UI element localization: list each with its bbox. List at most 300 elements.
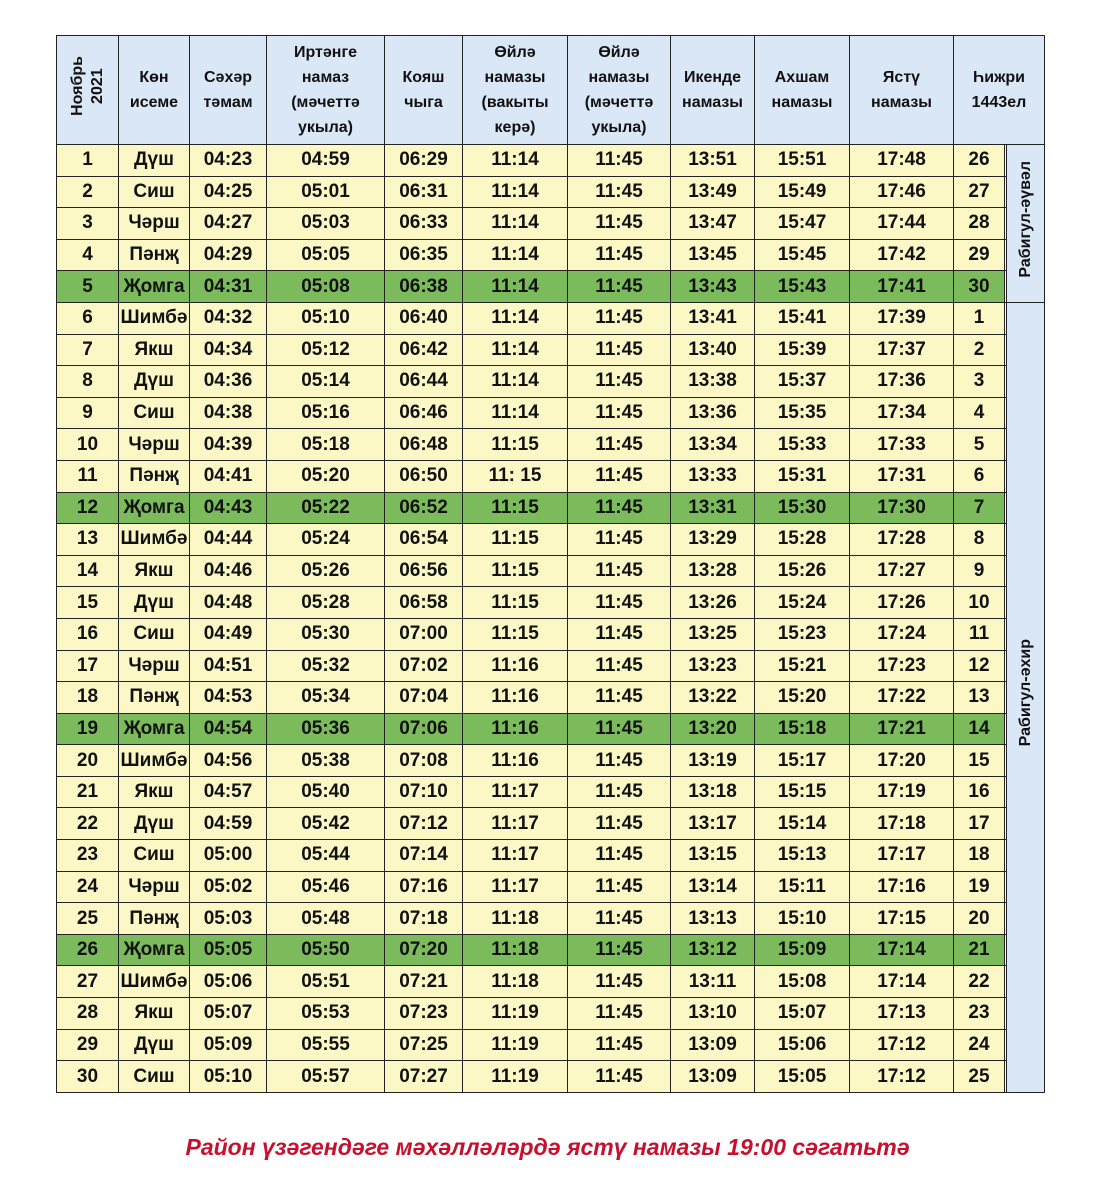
fajr-time: 05:55 <box>267 1029 385 1061</box>
maghrib-time: 15:05 <box>755 1061 850 1093</box>
dhuhr-mosque-time: 11:45 <box>568 682 671 714</box>
hijri-day: 17 <box>954 808 1005 840</box>
day-name: Сиш <box>119 840 190 872</box>
day-number: 27 <box>57 966 119 998</box>
day-name: Дүш <box>119 145 190 177</box>
asr-time: 13:40 <box>671 334 755 366</box>
hijri-day: 18 <box>954 840 1005 872</box>
dhuhr-time: 11:15 <box>463 587 568 619</box>
day-name: Якш <box>119 555 190 587</box>
day-name: Якш <box>119 776 190 808</box>
sunrise-time: 07:18 <box>385 903 463 935</box>
dhuhr-mosque-time: 11:45 <box>568 239 671 271</box>
day-number: 4 <box>57 239 119 271</box>
sunrise-time: 07:10 <box>385 776 463 808</box>
fajr-time: 05:44 <box>267 840 385 872</box>
day-name: Дүш <box>119 808 190 840</box>
column-gap <box>1005 524 1007 556</box>
isha-time: 17:15 <box>850 903 954 935</box>
dhuhr-mosque-time: 11:45 <box>568 492 671 524</box>
sunrise-time: 06:56 <box>385 555 463 587</box>
isha-time: 17:12 <box>850 1061 954 1093</box>
column-gap <box>1005 808 1007 840</box>
dhuhr-mosque-time: 11:45 <box>568 808 671 840</box>
maghrib-time: 15:17 <box>755 745 850 777</box>
sunrise-time: 07:25 <box>385 1029 463 1061</box>
hijri-day: 15 <box>954 745 1005 777</box>
isha-time: 17:20 <box>850 745 954 777</box>
table-row <box>57 903 1045 935</box>
dhuhr-mosque-time: 11:45 <box>568 587 671 619</box>
fajr-time: 05:48 <box>267 903 385 935</box>
maghrib-time: 15:15 <box>755 776 850 808</box>
header-dhuhr-time: Өйлә намазы (вакыты керә) <box>463 36 568 145</box>
dhuhr-mosque-time: 11:45 <box>568 302 671 334</box>
header-dhuhr-mosque: Өйлә намазы (мәчеттә укыла) <box>568 36 671 145</box>
day-name: Дүш <box>119 366 190 398</box>
asr-time: 13:47 <box>671 208 755 240</box>
hijri-day: 25 <box>954 1061 1005 1093</box>
day-number: 24 <box>57 871 119 903</box>
table-row <box>57 998 1045 1030</box>
hijri-day: 14 <box>954 713 1005 745</box>
day-name: Җомга <box>119 492 190 524</box>
sunrise-time: 06:58 <box>385 587 463 619</box>
maghrib-time: 15:39 <box>755 334 850 366</box>
maghrib-time: 15:14 <box>755 808 850 840</box>
hijri-day: 23 <box>954 998 1005 1030</box>
day-number: 1 <box>57 145 119 177</box>
table-row <box>57 1061 1045 1093</box>
day-name: Җомга <box>119 934 190 966</box>
suhoor-time: 05:05 <box>190 934 267 966</box>
dhuhr-mosque-time: 11:45 <box>568 998 671 1030</box>
hijri-day: 12 <box>954 650 1005 682</box>
day-name: Сиш <box>119 618 190 650</box>
isha-time: 17:21 <box>850 713 954 745</box>
suhoor-time: 05:00 <box>190 840 267 872</box>
table-row <box>57 366 1045 398</box>
column-gap <box>1005 934 1007 966</box>
dhuhr-mosque-time: 11:45 <box>568 1029 671 1061</box>
table-row <box>57 208 1045 240</box>
suhoor-time: 04:59 <box>190 808 267 840</box>
asr-time: 13:38 <box>671 366 755 398</box>
column-gap <box>1005 334 1007 366</box>
suhoor-time: 04:56 <box>190 745 267 777</box>
hijri-day: 8 <box>954 524 1005 556</box>
column-gap <box>1005 1061 1007 1093</box>
dhuhr-time: 11:14 <box>463 302 568 334</box>
dhuhr-time: 11:14 <box>463 271 568 303</box>
day-name: Шимбә <box>119 966 190 998</box>
sunrise-time: 06:31 <box>385 176 463 208</box>
day-number: 13 <box>57 524 119 556</box>
fajr-time: 05:18 <box>267 429 385 461</box>
table-row <box>57 808 1045 840</box>
isha-time: 17:16 <box>850 871 954 903</box>
table-row <box>57 650 1045 682</box>
day-name: Сиш <box>119 176 190 208</box>
dhuhr-mosque-time: 11:45 <box>568 366 671 398</box>
suhoor-time: 04:57 <box>190 776 267 808</box>
suhoor-time: 04:38 <box>190 397 267 429</box>
dhuhr-mosque-time: 11:45 <box>568 1061 671 1093</box>
isha-time: 17:39 <box>850 302 954 334</box>
day-name: Чәрш <box>119 871 190 903</box>
suhoor-time: 04:25 <box>190 176 267 208</box>
isha-time: 17:30 <box>850 492 954 524</box>
hijri-day: 2 <box>954 334 1005 366</box>
dhuhr-time: 11:14 <box>463 239 568 271</box>
isha-time: 17:19 <box>850 776 954 808</box>
maghrib-time: 15:18 <box>755 713 850 745</box>
fajr-time: 04:59 <box>267 145 385 177</box>
timetable-grid <box>56 35 1045 1093</box>
suhoor-time: 04:27 <box>190 208 267 240</box>
day-name: Чәрш <box>119 650 190 682</box>
isha-time: 17:14 <box>850 934 954 966</box>
table-row <box>57 555 1045 587</box>
day-number: 17 <box>57 650 119 682</box>
table-row <box>57 871 1045 903</box>
day-name: Чәрш <box>119 429 190 461</box>
day-number: 16 <box>57 618 119 650</box>
dhuhr-time: 11:18 <box>463 934 568 966</box>
day-number: 18 <box>57 682 119 714</box>
fajr-time: 05:34 <box>267 682 385 714</box>
sunrise-time: 06:40 <box>385 302 463 334</box>
dhuhr-mosque-time: 11:45 <box>568 650 671 682</box>
day-number: 11 <box>57 460 119 492</box>
column-gap <box>1005 429 1007 461</box>
day-number: 30 <box>57 1061 119 1093</box>
fajr-time: 05:16 <box>267 397 385 429</box>
dhuhr-mosque-time: 11:45 <box>568 966 671 998</box>
maghrib-time: 15:41 <box>755 302 850 334</box>
hijri-day: 19 <box>954 871 1005 903</box>
fajr-time: 05:24 <box>267 524 385 556</box>
dhuhr-time: 11:14 <box>463 145 568 177</box>
asr-time: 13:17 <box>671 808 755 840</box>
day-name: Сиш <box>119 1061 190 1093</box>
column-gap <box>1005 239 1007 271</box>
dhuhr-mosque-time: 11:45 <box>568 776 671 808</box>
sunrise-time: 06:52 <box>385 492 463 524</box>
fajr-time: 05:51 <box>267 966 385 998</box>
suhoor-time: 04:39 <box>190 429 267 461</box>
hijri-day: 26 <box>954 145 1005 177</box>
isha-time: 17:42 <box>850 239 954 271</box>
header-isha: Ястү намазы <box>850 36 954 145</box>
hijri-day: 22 <box>954 966 1005 998</box>
sunrise-time: 07:23 <box>385 998 463 1030</box>
maghrib-time: 15:28 <box>755 524 850 556</box>
dhuhr-mosque-time: 11:45 <box>568 871 671 903</box>
dhuhr-time: 11:15 <box>463 492 568 524</box>
table-row <box>57 334 1045 366</box>
header-sunrise: Кояш чыга <box>385 36 463 145</box>
table-row <box>57 1029 1045 1061</box>
suhoor-time: 04:23 <box>190 145 267 177</box>
dhuhr-time: 11:19 <box>463 1061 568 1093</box>
dhuhr-time: 11:14 <box>463 208 568 240</box>
day-number: 25 <box>57 903 119 935</box>
suhoor-time: 04:29 <box>190 239 267 271</box>
sunrise-time: 06:44 <box>385 366 463 398</box>
hijri-day: 20 <box>954 903 1005 935</box>
asr-time: 13:11 <box>671 966 755 998</box>
asr-time: 13:22 <box>671 682 755 714</box>
day-name: Якш <box>119 998 190 1030</box>
day-number: 22 <box>57 808 119 840</box>
dhuhr-mosque-time: 11:45 <box>568 145 671 177</box>
sunrise-time: 06:46 <box>385 397 463 429</box>
asr-time: 13:45 <box>671 239 755 271</box>
suhoor-time: 04:51 <box>190 650 267 682</box>
maghrib-time: 15:47 <box>755 208 850 240</box>
sunrise-time: 07:14 <box>385 840 463 872</box>
column-gap <box>1005 587 1007 619</box>
sunrise-time: 06:35 <box>385 239 463 271</box>
table-row <box>57 145 1045 177</box>
isha-time: 17:12 <box>850 1029 954 1061</box>
asr-time: 13:20 <box>671 713 755 745</box>
suhoor-time: 04:43 <box>190 492 267 524</box>
asr-time: 13:19 <box>671 745 755 777</box>
suhoor-time: 04:34 <box>190 334 267 366</box>
sunrise-time: 07:00 <box>385 618 463 650</box>
sunrise-time: 06:29 <box>385 145 463 177</box>
column-gap <box>1005 1029 1007 1061</box>
column-gap <box>1005 271 1007 303</box>
maghrib-time: 15:23 <box>755 618 850 650</box>
asr-time: 13:12 <box>671 934 755 966</box>
sunrise-time: 07:20 <box>385 934 463 966</box>
day-number: 28 <box>57 998 119 1030</box>
hijri-month-label <box>1007 145 1045 303</box>
suhoor-time: 04:41 <box>190 460 267 492</box>
table-row <box>57 776 1045 808</box>
day-name: Чәрш <box>119 208 190 240</box>
dhuhr-mosque-time: 11:45 <box>568 271 671 303</box>
sunrise-time: 07:04 <box>385 682 463 714</box>
hijri-day: 30 <box>954 271 1005 303</box>
table-row <box>57 745 1045 777</box>
table-row <box>57 966 1045 998</box>
isha-time: 17:34 <box>850 397 954 429</box>
asr-time: 13:14 <box>671 871 755 903</box>
day-number: 10 <box>57 429 119 461</box>
asr-time: 13:36 <box>671 397 755 429</box>
hijri-day: 4 <box>954 397 1005 429</box>
table-row <box>57 239 1045 271</box>
column-gap <box>1005 776 1007 808</box>
maghrib-time: 15:43 <box>755 271 850 303</box>
day-number: 7 <box>57 334 119 366</box>
table-row <box>57 618 1045 650</box>
hijri-day: 13 <box>954 682 1005 714</box>
hijri-day: 3 <box>954 366 1005 398</box>
fajr-time: 05:05 <box>267 239 385 271</box>
suhoor-time: 04:46 <box>190 555 267 587</box>
dhuhr-time: 11:19 <box>463 998 568 1030</box>
maghrib-time: 15:31 <box>755 460 850 492</box>
hijri-month-text: Рабигул-әүвәл <box>1016 160 1034 278</box>
isha-time: 17:31 <box>850 460 954 492</box>
day-number: 9 <box>57 397 119 429</box>
dhuhr-time: 11:17 <box>463 871 568 903</box>
hijri-day: 16 <box>954 776 1005 808</box>
isha-time: 17:37 <box>850 334 954 366</box>
dhuhr-mosque-time: 11:45 <box>568 555 671 587</box>
asr-time: 13:31 <box>671 492 755 524</box>
table-row <box>57 176 1045 208</box>
sunrise-time: 06:48 <box>385 429 463 461</box>
asr-time: 13:15 <box>671 840 755 872</box>
isha-time: 17:48 <box>850 145 954 177</box>
table-row <box>57 492 1045 524</box>
table-row <box>57 524 1045 556</box>
isha-time: 17:28 <box>850 524 954 556</box>
day-name: Якш <box>119 334 190 366</box>
maghrib-time: 15:49 <box>755 176 850 208</box>
column-gap <box>1005 176 1007 208</box>
day-number: 20 <box>57 745 119 777</box>
maghrib-time: 15:10 <box>755 903 850 935</box>
asr-time: 13:09 <box>671 1029 755 1061</box>
asr-time: 13:34 <box>671 429 755 461</box>
column-gap <box>1005 618 1007 650</box>
asr-time: 13:09 <box>671 1061 755 1093</box>
hijri-day: 29 <box>954 239 1005 271</box>
sunrise-time: 07:21 <box>385 966 463 998</box>
maghrib-time: 15:21 <box>755 650 850 682</box>
prayer-timetable <box>56 35 1045 1093</box>
fajr-time: 05:30 <box>267 618 385 650</box>
isha-time: 17:18 <box>850 808 954 840</box>
day-number: 8 <box>57 366 119 398</box>
sunrise-time: 06:38 <box>385 271 463 303</box>
day-name: Җомга <box>119 271 190 303</box>
asr-time: 13:33 <box>671 460 755 492</box>
sunrise-time: 06:54 <box>385 524 463 556</box>
column-gap <box>1005 840 1007 872</box>
column-gap <box>1005 745 1007 777</box>
sunrise-time: 07:02 <box>385 650 463 682</box>
hijri-day: 24 <box>954 1029 1005 1061</box>
suhoor-time: 04:48 <box>190 587 267 619</box>
fajr-time: 05:03 <box>267 208 385 240</box>
maghrib-time: 15:30 <box>755 492 850 524</box>
hijri-day: 5 <box>954 429 1005 461</box>
fajr-time: 05:57 <box>267 1061 385 1093</box>
dhuhr-time: 11:17 <box>463 808 568 840</box>
table-row <box>57 271 1045 303</box>
column-gap <box>1005 650 1007 682</box>
dhuhr-time: 11:18 <box>463 966 568 998</box>
day-name: Сиш <box>119 397 190 429</box>
day-name: Пәнҗ <box>119 682 190 714</box>
fajr-time: 05:14 <box>267 366 385 398</box>
column-gap <box>1005 903 1007 935</box>
suhoor-time: 05:02 <box>190 871 267 903</box>
column-gap <box>1005 713 1007 745</box>
suhoor-time: 05:07 <box>190 998 267 1030</box>
isha-time: 17:44 <box>850 208 954 240</box>
asr-time: 13:43 <box>671 271 755 303</box>
header-hijri: Һижри 1443ел <box>954 36 1045 145</box>
isha-time: 17:17 <box>850 840 954 872</box>
suhoor-time: 04:31 <box>190 271 267 303</box>
asr-time: 13:51 <box>671 145 755 177</box>
day-name: Шимбә <box>119 302 190 334</box>
dhuhr-mosque-time: 11:45 <box>568 934 671 966</box>
dhuhr-mosque-time: 11:45 <box>568 745 671 777</box>
isha-time: 17:46 <box>850 176 954 208</box>
table-row <box>57 587 1045 619</box>
dhuhr-time: 11:14 <box>463 334 568 366</box>
dhuhr-time: 11:18 <box>463 903 568 935</box>
column-gap <box>1005 871 1007 903</box>
dhuhr-mosque-time: 11:45 <box>568 903 671 935</box>
header-maghrib: Ахшам намазы <box>755 36 850 145</box>
maghrib-time: 15:07 <box>755 998 850 1030</box>
day-number: 5 <box>57 271 119 303</box>
asr-time: 13:10 <box>671 998 755 1030</box>
fajr-time: 05:53 <box>267 998 385 1030</box>
table-row <box>57 713 1045 745</box>
day-number: 21 <box>57 776 119 808</box>
column-gap <box>1005 682 1007 714</box>
table-row <box>57 934 1045 966</box>
timetable-body <box>57 145 1045 1093</box>
isha-time: 17:14 <box>850 966 954 998</box>
fajr-time: 05:38 <box>267 745 385 777</box>
hijri-day: 1 <box>954 302 1005 334</box>
asr-time: 13:28 <box>671 555 755 587</box>
hijri-day: 28 <box>954 208 1005 240</box>
day-number: 3 <box>57 208 119 240</box>
table-row <box>57 397 1045 429</box>
dhuhr-time: 11:17 <box>463 840 568 872</box>
hijri-day: 6 <box>954 460 1005 492</box>
asr-time: 13:18 <box>671 776 755 808</box>
suhoor-time: 04:49 <box>190 618 267 650</box>
isha-time: 17:23 <box>850 650 954 682</box>
column-gap <box>1005 998 1007 1030</box>
fajr-time: 05:32 <box>267 650 385 682</box>
column-gap <box>1005 397 1007 429</box>
suhoor-time: 04:36 <box>190 366 267 398</box>
fajr-time: 05:10 <box>267 302 385 334</box>
day-number: 12 <box>57 492 119 524</box>
day-number: 26 <box>57 934 119 966</box>
suhoor-time: 05:03 <box>190 903 267 935</box>
sunrise-time: 07:16 <box>385 871 463 903</box>
suhoor-time: 04:32 <box>190 302 267 334</box>
fajr-time: 05:40 <box>267 776 385 808</box>
dhuhr-time: 11:17 <box>463 776 568 808</box>
isha-time: 17:22 <box>850 682 954 714</box>
hijri-month-label <box>1007 302 1045 1092</box>
dhuhr-time: 11:15 <box>463 555 568 587</box>
header-month-year: Ноябрь 2021 <box>57 36 119 145</box>
suhoor-time: 04:53 <box>190 682 267 714</box>
fajr-time: 05:08 <box>267 271 385 303</box>
day-name: Шимбә <box>119 524 190 556</box>
asr-time: 13:49 <box>671 176 755 208</box>
